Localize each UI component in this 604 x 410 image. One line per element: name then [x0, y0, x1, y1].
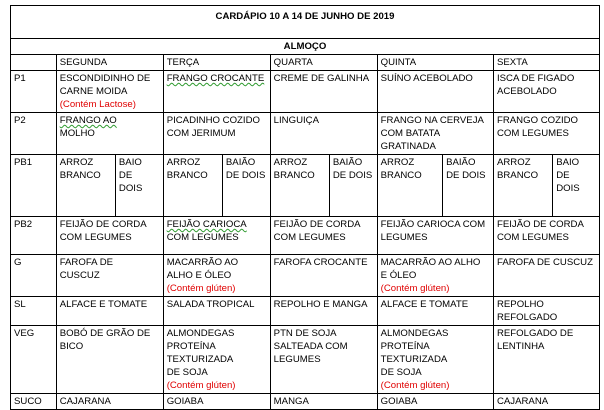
day-header-quinta: QUINTA — [377, 55, 493, 71]
menu-cell: MANGA — [270, 394, 377, 410]
menu-cell — [270, 113, 377, 155]
menu-cell-rice — [163, 155, 222, 217]
dish-line: BAIO — [118, 157, 142, 168]
allergen-warning: (Contém Lactose) — [59, 99, 136, 110]
dish-line: BOBÓ DE GRÃO DE — [59, 328, 151, 339]
dish-line: BAIO — [556, 157, 580, 168]
dish-line: BRANCO — [273, 170, 315, 181]
menu-cell — [163, 113, 270, 155]
dish-line: ALMONDEGAS — [166, 328, 235, 339]
dish-line: BAIÃO — [225, 157, 256, 168]
dish-line: DOIS — [556, 183, 580, 194]
menu-cell — [270, 71, 377, 113]
dish-line: PTN DE SOJA — [273, 328, 337, 339]
menu-cell-baiao — [553, 155, 600, 217]
section-title: ALMOÇO — [11, 39, 600, 55]
dish-line: FRANGO COZIDO — [496, 115, 578, 126]
day-header-terca: TERÇA — [163, 55, 270, 71]
dish-line: MACARRÃO AO ALHO — [380, 257, 481, 268]
dish-line: GRATINADA — [380, 141, 436, 152]
dish-line: DE DOIS — [332, 170, 373, 181]
dish-line: CUSCUZ — [59, 270, 100, 281]
dish-line: DE SOJA — [166, 367, 208, 378]
allergen-warning: (Contém glúten) — [380, 283, 450, 294]
dish-line: COM LEGUMES — [59, 232, 132, 243]
menu-cell — [377, 217, 493, 255]
menu-cell — [270, 297, 377, 326]
dish-line: DE — [118, 170, 133, 181]
dish-line: DOIS — [118, 183, 143, 194]
dish-line: COM LEGUMES — [496, 128, 569, 139]
menu-table — [10, 5, 600, 410]
dish-line: DE DOIS — [446, 170, 486, 181]
dish-line: ARROZ — [496, 157, 531, 168]
row-pb2 — [11, 217, 600, 255]
days-header-row — [11, 55, 600, 71]
dish-line: E ÓLEO — [380, 270, 417, 281]
dish-line: LINGUIÇA — [273, 115, 319, 126]
dish-line: FEIJÃO DE CORDA — [273, 219, 361, 230]
menu-cell — [493, 71, 599, 113]
row-label: P2 — [11, 113, 57, 155]
dish-line: LEGUMES — [380, 232, 428, 243]
menu-cell-baiao — [222, 155, 270, 217]
menu-cell — [56, 326, 163, 394]
dish-line: SALADA TROPICAL — [166, 299, 255, 310]
menu-cell — [56, 71, 163, 113]
dish-line: FRANGO NA CERVEJA — [380, 115, 484, 126]
dish-line: FAROFA DE CUSCUZ — [496, 257, 593, 268]
row-p1 — [11, 71, 600, 113]
dish-line: PICADINHO COZIDO — [166, 115, 260, 126]
menu-cell-rice — [377, 155, 442, 217]
dish-line: FAROFA CROCANTE — [273, 257, 368, 268]
row-label: VEG — [11, 326, 57, 394]
dish-line: COM LEGUMES — [496, 232, 569, 243]
menu-cell-baiao — [443, 155, 494, 217]
dish-line: PROTEÍNA — [166, 341, 216, 352]
dish-line: TEXTURIZADA — [166, 354, 234, 365]
dish-line: REPOLHO E MANGA — [273, 299, 368, 310]
row-label: P1 — [11, 71, 57, 113]
menu-cell — [493, 255, 599, 297]
row-g — [11, 255, 600, 297]
menu-cell-baiao — [329, 155, 377, 217]
menu-cell — [163, 297, 270, 326]
row-veg — [11, 326, 600, 394]
menu-title: CARDÁPIO 10 A 14 DE JUNHO DE 2019 — [11, 6, 600, 39]
dish-line: FEIJÃO CARIOCA COM — [380, 219, 486, 230]
dish-line: COM LEGUMES — [166, 232, 239, 243]
allergen-warning: (Contém glúten) — [166, 283, 236, 294]
dish-line: REFOLGADO DE — [496, 328, 574, 339]
row-label: G — [11, 255, 57, 297]
row-label: SUCO — [11, 394, 57, 410]
corner-cell — [11, 55, 57, 71]
dish-line: FRANGO CROCANTE — [166, 73, 265, 84]
menu-cell — [56, 217, 163, 255]
day-header-segunda: SEGUNDA — [56, 55, 163, 71]
dish-line: LENTINHA — [496, 341, 545, 352]
dish-line: FAROFA DE — [59, 257, 114, 268]
dish-line: DE — [556, 170, 570, 181]
row-p2 — [11, 113, 600, 155]
row-label: PB2 — [11, 217, 57, 255]
row-sl — [11, 297, 600, 326]
menu-cell: GOIABA — [163, 394, 270, 410]
dish-line: MOLHO — [59, 128, 95, 139]
menu-cell — [377, 71, 493, 113]
dish-line: MACARRÃO AO — [166, 257, 239, 268]
dish-line: CARNE MOIDA — [59, 86, 128, 97]
allergen-warning: (Contém glúten) — [166, 380, 236, 391]
menu-cell-rice — [56, 155, 115, 217]
menu-cell — [163, 255, 270, 297]
menu-cell — [270, 217, 377, 255]
dish-line: LEGUMES — [273, 354, 321, 365]
dish-line: BRANCO — [496, 170, 539, 181]
menu-cell — [270, 326, 377, 394]
dish-line: ESCONDIDINHO DE — [59, 73, 151, 84]
dish-line: CREME DE GALINHA — [273, 73, 370, 84]
dish-line: ALFACE E TOMATE — [380, 299, 469, 310]
dish-line: ISCA DE FIGADO — [496, 73, 575, 84]
dish-line: BRANCO — [166, 170, 208, 181]
menu-cell — [493, 113, 599, 155]
menu-cell — [493, 297, 599, 326]
menu-cell — [163, 326, 270, 394]
dish-line: DE SOJA — [380, 367, 422, 378]
menu-cell — [56, 255, 163, 297]
dish-line: ALHO E ÓLEO — [166, 270, 232, 281]
dish-line: ARROZ — [166, 157, 201, 168]
dish-line: REPOLHO — [496, 299, 544, 310]
menu-cell — [56, 297, 163, 326]
dish-line: COM JERIMUM — [166, 128, 236, 139]
menu-cell — [163, 71, 270, 113]
dish-line: BAIÃO — [446, 157, 476, 168]
menu-cell — [163, 217, 270, 255]
menu-cell: CAJARANA — [56, 394, 163, 410]
dish-line: ARROZ — [380, 157, 415, 168]
dish-line: BRANCO — [380, 170, 422, 181]
dish-line: SALTEADA COM — [273, 341, 348, 352]
menu-cell: GOIABA — [377, 394, 493, 410]
dish-line: ALMONDEGAS — [380, 328, 449, 339]
dish-line: PROTEÍNA — [380, 341, 430, 352]
allergen-warning: (Contém glúten) — [380, 380, 450, 391]
menu-cell: CAJARANA — [493, 394, 599, 410]
dish-line: REFOLGADO — [496, 312, 558, 323]
dish-line: TEXTURIZADA — [380, 354, 448, 365]
dish-line: ARROZ — [59, 157, 94, 168]
day-header-quarta: QUARTA — [270, 55, 377, 71]
menu-cell — [377, 326, 493, 394]
menu-cell — [377, 297, 493, 326]
dish-line: BAIÃO — [332, 157, 363, 168]
menu-cell — [493, 326, 599, 394]
dish-line: ALFACE E TOMATE — [59, 299, 148, 310]
menu-cell — [377, 255, 493, 297]
dish-line: FEIJÃO CARIOCA — [166, 219, 247, 230]
dish-line: COM BATATA — [380, 128, 441, 139]
row-label: PB1 — [11, 155, 57, 217]
dish-line: FEIJÃO DE CORDA — [496, 219, 584, 230]
dish-line: FRANGO AO — [59, 115, 117, 126]
row-suco — [11, 394, 600, 410]
menu-cell — [56, 113, 163, 155]
row-pb1 — [11, 155, 600, 217]
menu-cell — [377, 113, 493, 155]
dish-line: DE DOIS — [225, 170, 266, 181]
menu-cell-baiao — [115, 155, 163, 217]
day-header-sexta: SEXTA — [493, 55, 599, 71]
dish-line: COM LEGUMES — [273, 232, 346, 243]
dish-line: ARROZ — [273, 157, 308, 168]
menu-cell — [493, 217, 599, 255]
dish-line: BRANCO — [59, 170, 101, 181]
menu-cell-rice — [270, 155, 329, 217]
menu-cell-rice — [493, 155, 552, 217]
dish-line: SUÍNO ACEBOLADO — [380, 73, 473, 84]
dish-line: FEIJÃO DE CORDA — [59, 219, 147, 230]
row-label: SL — [11, 297, 57, 326]
dish-line: ACEBOLADO — [496, 86, 557, 97]
menu-cell — [270, 255, 377, 297]
dish-line: BICO — [59, 341, 84, 352]
